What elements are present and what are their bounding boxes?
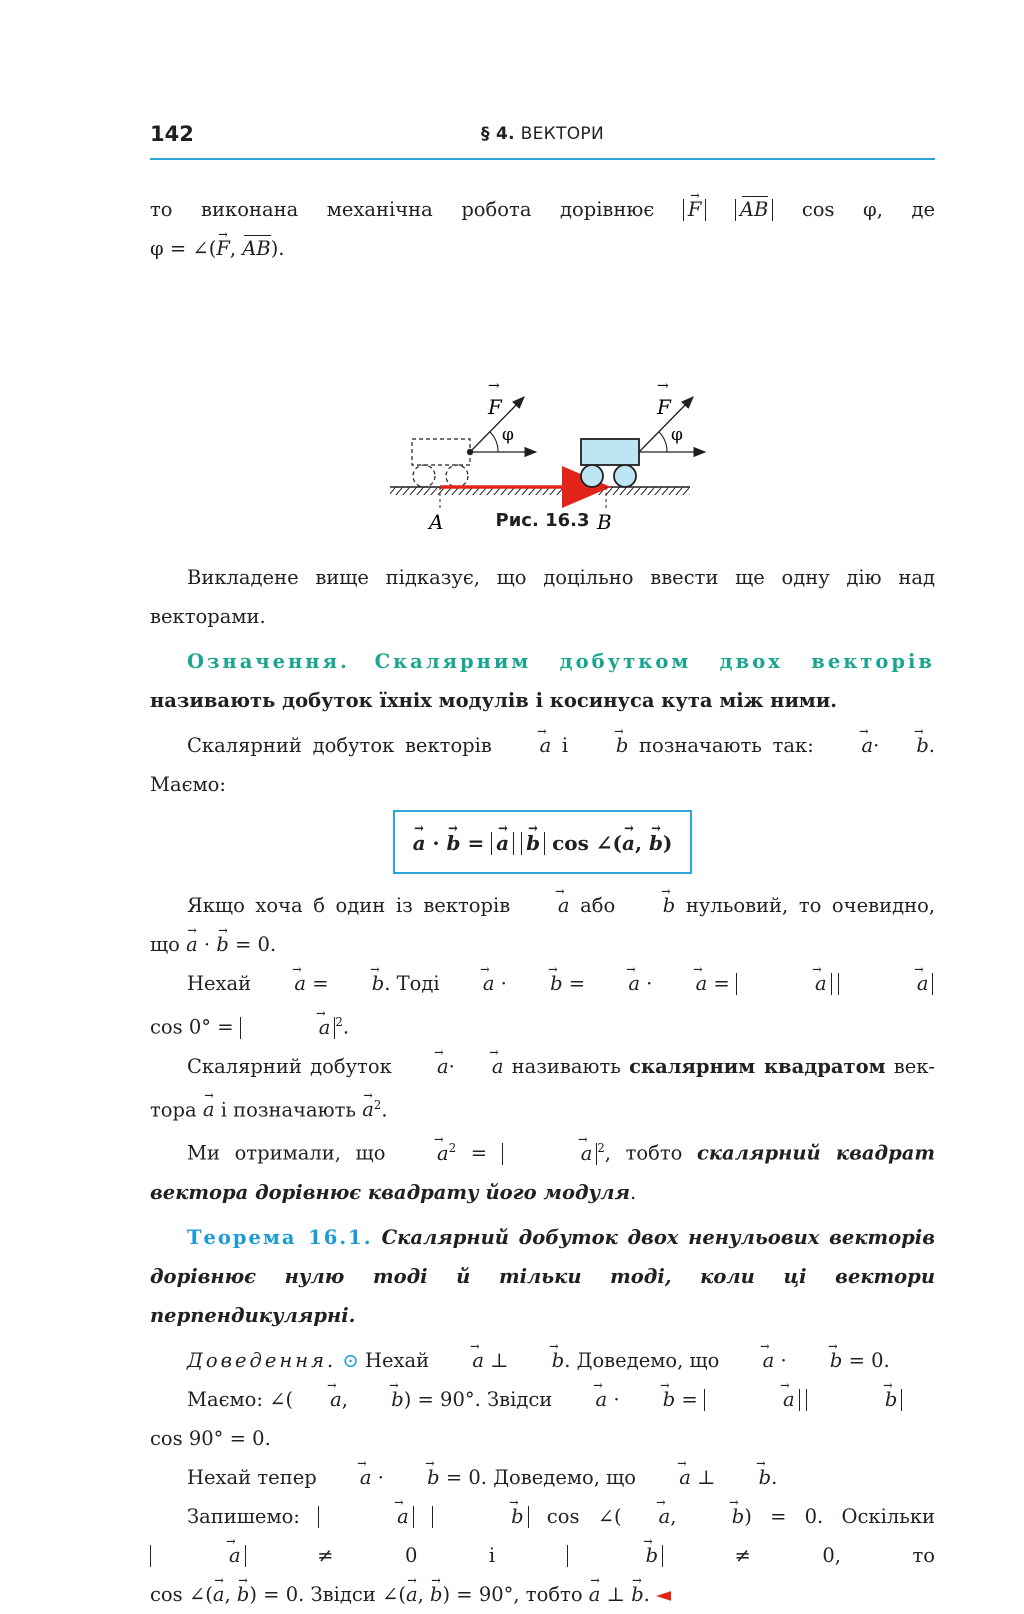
vector-b: → b: [848, 1390, 897, 1410]
vector-b: → b: [474, 1507, 523, 1527]
vector-a: → a: [496, 833, 509, 853]
vector-b: → b: [335, 974, 384, 994]
close-paren: ): [662, 831, 673, 855]
proof-let: Нехай: [364, 1348, 430, 1372]
scalar-square-end: .: [381, 1098, 388, 1121]
label-f-left-arrow: →: [488, 378, 500, 394]
equal-case-end: .: [342, 1015, 350, 1039]
notation-text: Скалярний добуток векторів: [187, 734, 492, 757]
vector-a: → a: [323, 1468, 372, 1488]
vector-ab: AB: [242, 237, 271, 260]
intro-text: то виконана механічна робота дорівнює: [150, 198, 655, 221]
cart-start-wheel-left: [413, 465, 435, 487]
section-name: ВЕКТОРИ: [520, 124, 604, 144]
vector-b: → b: [526, 833, 540, 853]
vector-b: → b: [793, 1351, 842, 1371]
vector-b: → b: [354, 1390, 403, 1410]
proof-line-1: Доведення. ⊙ Нехай → a ⊥ → b. Доведемо, що → a · → b = 0.: [150, 1341, 935, 1380]
vector-a: → a: [726, 1351, 775, 1371]
label-b: B: [597, 510, 612, 534]
vector-a: → a: [293, 1390, 342, 1410]
proof-cos-2: cos ∠(: [150, 1582, 213, 1606]
proof-hence: ) = 0. Звідси ∠(: [249, 1582, 406, 1606]
zero-case-text: Якщо хоча б один із векторів: [187, 894, 511, 917]
label-phi-right: φ: [671, 425, 683, 445]
intro-line-1: [150, 190, 935, 229]
vector-a: → a: [591, 974, 640, 994]
vector-a: → a: [203, 1100, 215, 1120]
cart-end-wheel-right: [614, 465, 636, 487]
main-formula: [150, 810, 935, 874]
intro-where: де: [911, 198, 935, 221]
proof-line-2: Маємо: ∠(→ a, → b) = 90°. Звідси → a · → b = → a → b cos 90° = 0.: [150, 1380, 935, 1458]
vector-a: → a: [880, 974, 929, 994]
page-number: 142: [150, 122, 194, 146]
vector-a: → a: [282, 1018, 331, 1038]
formula-box: [393, 810, 693, 874]
notation-line: [150, 726, 935, 765]
square-sup: 2: [335, 1015, 343, 1029]
section-title: [150, 124, 935, 144]
vector-a: → a: [521, 896, 570, 916]
label-phi-left: φ: [502, 425, 514, 445]
vector-a: → a: [824, 736, 873, 756]
vector-b: → b: [237, 1585, 249, 1605]
vector-a: → a: [746, 1390, 795, 1410]
definition: [150, 642, 935, 720]
scalar-square-line-2: [150, 1086, 935, 1130]
intro-line-2: φ = ∠(→ F, AB).: [150, 229, 935, 268]
result-end: .: [630, 1180, 637, 1204]
dot-product-notation: → a·→ b.: [824, 734, 935, 757]
proof-zero: = 0.: [848, 1348, 890, 1372]
page-content: [150, 190, 935, 1614]
vector-a: → a: [589, 1585, 601, 1605]
vector-ab: AB: [739, 198, 769, 221]
equal-case-let: Нехай: [187, 972, 252, 995]
page-header: [150, 120, 935, 160]
definition-term: Скалярним добутком двох векторів: [374, 650, 935, 673]
proof-have: Маємо:: [187, 1387, 263, 1411]
phi-def-end: ).: [270, 237, 285, 260]
zero-case-line-2: що → a · → b = 0.: [150, 925, 935, 964]
cos-phi: cos φ,: [801, 198, 883, 221]
theorem-label: Теорема 16.1.: [187, 1225, 373, 1249]
proof-let-now: Нехай тепер: [187, 1465, 317, 1489]
notation-line-2: Маємо:: [150, 773, 226, 796]
vector-a: → a: [257, 974, 306, 994]
zero-case-that: що: [150, 933, 180, 956]
vector-b: → b: [631, 1585, 643, 1605]
result-statement: скалярний квадрат вектора дорівнює квадрату його модуля: [150, 1141, 935, 1204]
vector-a: → a: [360, 1507, 409, 1527]
vector-b: → b: [649, 833, 663, 853]
scalar-square-text: Скалярний добуток: [187, 1054, 392, 1078]
vector-b: → b: [515, 1351, 564, 1371]
vector-a: → a: [213, 1585, 225, 1605]
proof-prove-2: = 0. Доведемо, що: [445, 1465, 637, 1489]
work-formula: [683, 198, 883, 221]
cart-end-wheel-left: [581, 465, 603, 487]
figure-caption: Рис. 16.3: [495, 510, 590, 531]
result-paragraph: Ми отримали, що → $a^2$ = → a $^2$, тобто скалярний квадрат вектора дорівнює квадрату його модуля.: [150, 1129, 935, 1212]
notation-period: .: [928, 734, 935, 757]
zero-case-or: або: [580, 894, 616, 917]
dot: ·: [432, 831, 440, 855]
vector-a: → a: [558, 1390, 607, 1410]
angle-arc-right: [659, 432, 667, 452]
equal-case-then: . Тоді: [384, 972, 440, 995]
proof-line-5: cos ∠(→ a, → b) = 0. Звідси ∠(→ a, → b) = 90°, тобто → a ⊥ → b. ◄: [150, 1575, 935, 1614]
square-sup: 2: [373, 1097, 382, 1112]
paragraph-intro: Викладене вище підказує, що доцільно ввести ще одну дію над векторами.: [150, 566, 935, 628]
equal-case-line: Нехай → a = → b. Тоді → a · → b = → a · → a = → a → a cos 0° = → a $^2$.: [150, 964, 935, 1047]
comma: ,: [635, 831, 642, 855]
vector-a: → a: [622, 833, 635, 853]
proof-line-4: Запишемо: → a → b cos ∠(→ a, → b) = 0. Оскільки → a ≠ 0 і → b ≠ 0, то: [150, 1497, 935, 1575]
label-f-right-arrow: →: [657, 378, 669, 394]
vector-a: → a: [186, 935, 198, 955]
cart-start-wheel-right: [446, 465, 468, 487]
equal-case-cos: cos 0° =: [150, 1015, 234, 1039]
proof-nonzero-a: ≠ 0 і: [317, 1543, 496, 1567]
cart-start-body: [412, 439, 470, 465]
proof-angle: ) = 90°. Звідси: [403, 1387, 553, 1411]
proof-thus: ) = 90°, тобто: [442, 1582, 583, 1606]
square-sup: 2: [448, 1141, 457, 1155]
vector-a: → a: [435, 1351, 484, 1371]
label-f-left: F: [488, 395, 502, 419]
vector-a: → a: [400, 1057, 449, 1077]
vector-b: → b: [390, 1468, 439, 1488]
vector-b: → b: [722, 1468, 771, 1488]
vector-b: → b: [579, 736, 628, 756]
proof-label: Доведення.: [187, 1348, 337, 1372]
equals: =: [467, 831, 485, 855]
notation-and: і: [561, 734, 569, 757]
proof-cos90: cos 90° = 0.: [150, 1426, 271, 1450]
label-a: A: [429, 510, 444, 534]
vector-b: → b: [446, 833, 460, 853]
vector-b: → b: [216, 935, 228, 955]
definition-text: називають добуток їхніх модулів і косинуса кута між ними.: [150, 689, 838, 712]
scalar-square-called: називають: [511, 1054, 621, 1078]
result-text: Ми отримали, що: [187, 1141, 386, 1165]
proof-since: ) = 0. Оскільки: [744, 1504, 936, 1528]
vector-a: → a: [400, 1144, 449, 1164]
section-mark: § 4.: [481, 124, 515, 144]
vector-b: → b: [879, 736, 928, 756]
theorem-text: Скалярний добуток двох ненульових векторів дорівнює нулю тоді й тільки тоді, коли ці вектори перпендикулярні.: [150, 1225, 936, 1327]
proof-final-period: .: [643, 1582, 650, 1606]
vector-a: → a: [362, 1100, 374, 1120]
phi-def: φ = ∠(: [150, 237, 217, 260]
vector-a: → a: [503, 736, 552, 756]
vector-b: → b: [430, 1585, 442, 1605]
label-f-right: F: [657, 395, 671, 419]
zero-case-line-1: [150, 886, 935, 925]
definition-label: Означення.: [187, 650, 350, 673]
cos-angle: cos ∠(: [552, 831, 623, 855]
vector-a: → a: [642, 1468, 691, 1488]
zero-case-result: = 0.: [235, 933, 277, 956]
square-sup: 2: [597, 1141, 605, 1155]
zero-case-text-2: нульовий, то очевидно,: [685, 894, 936, 917]
vector-a: → a: [455, 1057, 504, 1077]
scalar-square-hyphen: век-: [893, 1054, 936, 1078]
vector-b: → b: [513, 974, 562, 994]
vector-a: → a: [659, 974, 708, 994]
scalar-square-term: скалярним квадратом: [629, 1054, 886, 1078]
vector-b: → b: [626, 896, 675, 916]
vector-a: → a: [622, 1507, 671, 1527]
scalar-square-line-1: Скалярний добуток → a·→ a називають скалярним квадратом век-: [150, 1047, 935, 1086]
theorem: [150, 1218, 935, 1335]
vector-b: → b: [626, 1390, 675, 1410]
proof-period: .: [771, 1465, 778, 1489]
vector-a: → a: [446, 974, 495, 994]
proof-cos: cos ∠(: [546, 1504, 622, 1528]
proof-prove: . Доведемо, що: [564, 1348, 720, 1372]
proof-nonzero-b: ≠ 0, то: [734, 1543, 935, 1567]
cart-end-body: [581, 439, 639, 465]
vector-a: → a: [544, 1144, 593, 1164]
result-thus: , тобто: [604, 1141, 683, 1165]
scalar-square-denote: і позначають: [220, 1098, 357, 1121]
vector-f: → F: [688, 200, 702, 220]
proof-end-icon: ◄: [656, 1582, 672, 1606]
proof-write: Запишемо:: [187, 1504, 300, 1528]
vector-a: → a: [413, 833, 426, 853]
proof-start-icon: ⊙: [342, 1348, 359, 1372]
vector-a: → a: [778, 974, 827, 994]
angle-arc-left: [490, 432, 498, 452]
vector-a: → a: [406, 1585, 418, 1605]
vector-a: → a: [192, 1546, 241, 1566]
notation-text-2: позначають так:: [639, 734, 814, 757]
vector-b: → b: [609, 1546, 658, 1566]
vector-b: → b: [695, 1507, 744, 1527]
proof-line-3: Нехай тепер → a · → b = 0. Доведемо, що → a ⊥ → b.: [150, 1458, 935, 1497]
vector-f: → F: [216, 239, 230, 259]
scalar-square-of: тора: [150, 1098, 197, 1121]
